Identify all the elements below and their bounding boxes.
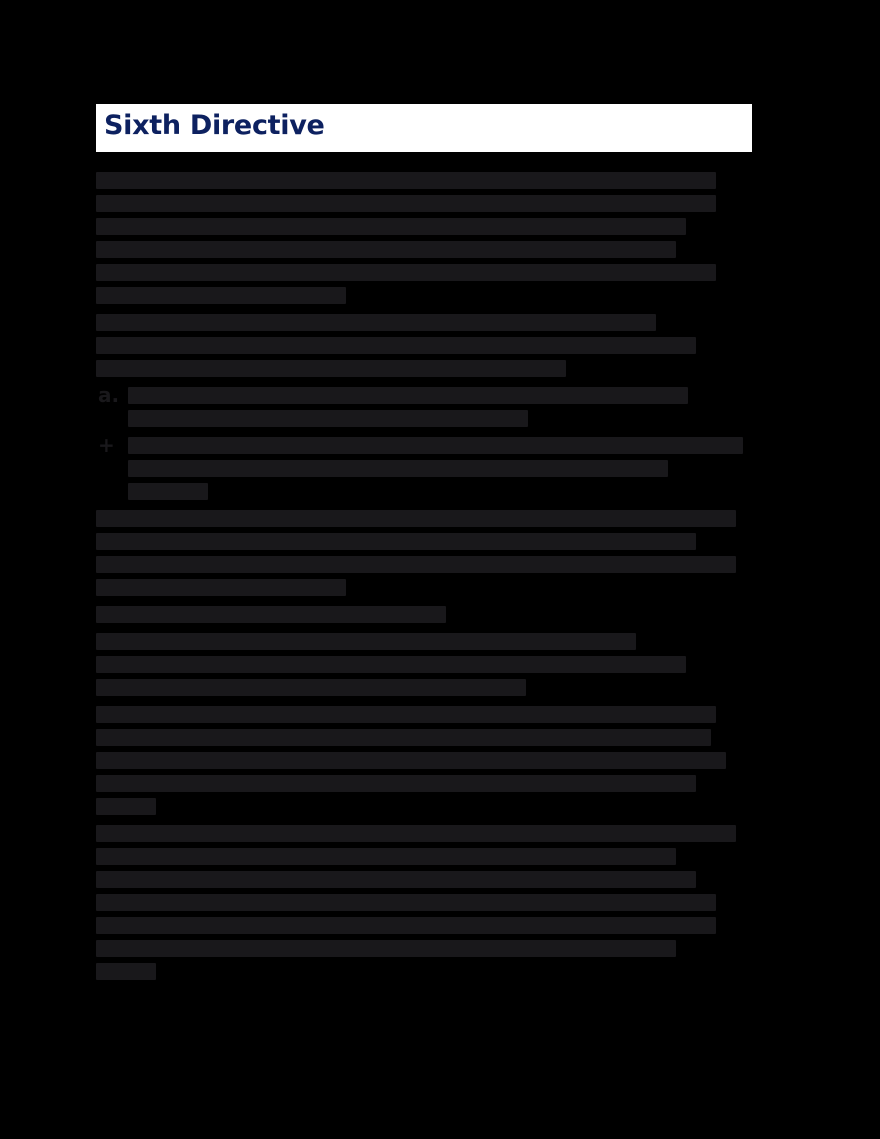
title-banner (96, 104, 752, 152)
redacted-text-line (128, 410, 528, 427)
redacted-text-line (96, 825, 736, 842)
redacted-text-line (96, 752, 726, 769)
redacted-text-line (96, 940, 676, 957)
redacted-text-line (96, 848, 676, 865)
paragraph (96, 314, 752, 377)
list-item (96, 383, 752, 427)
page-title: Sixth Directive (104, 110, 325, 141)
redacted-text-line (96, 360, 566, 377)
redacted-text-line (96, 798, 156, 815)
redacted-text-line (96, 510, 736, 527)
paragraph (96, 172, 752, 304)
redacted-text-line (96, 917, 716, 934)
redacted-body (96, 172, 752, 990)
redacted-text-line (96, 871, 696, 888)
redacted-text-line (96, 533, 696, 550)
redacted-text-line (96, 606, 446, 623)
redacted-text-line (96, 894, 716, 911)
list-marker: a. (98, 383, 120, 407)
redacted-text-line (96, 963, 156, 980)
redacted-text-line (128, 460, 668, 477)
redacted-text-line (96, 195, 716, 212)
redacted-text-line (96, 633, 636, 650)
redacted-text-line (96, 556, 736, 573)
redacted-text-line (96, 656, 686, 673)
paragraph (96, 706, 752, 815)
redacted-text-line (128, 483, 208, 500)
redacted-text-line (128, 387, 688, 404)
paragraph (96, 510, 752, 596)
redacted-text-line (96, 241, 676, 258)
redacted-text-line (96, 264, 716, 281)
redacted-text-line (96, 337, 696, 354)
paragraph (96, 633, 752, 696)
redacted-text-line (128, 437, 743, 454)
redacted-text-line (96, 679, 526, 696)
redacted-text-line (96, 775, 696, 792)
redacted-text-line (96, 579, 346, 596)
redacted-text-line (96, 314, 656, 331)
list-marker: + (98, 433, 115, 457)
paragraph (96, 825, 752, 980)
redacted-text-line (96, 287, 346, 304)
redacted-text-line (96, 172, 716, 189)
paragraph (96, 606, 752, 623)
redacted-text-line (96, 729, 711, 746)
list-item (96, 433, 752, 500)
redacted-text-line (96, 706, 716, 723)
redacted-text-line (96, 218, 686, 235)
